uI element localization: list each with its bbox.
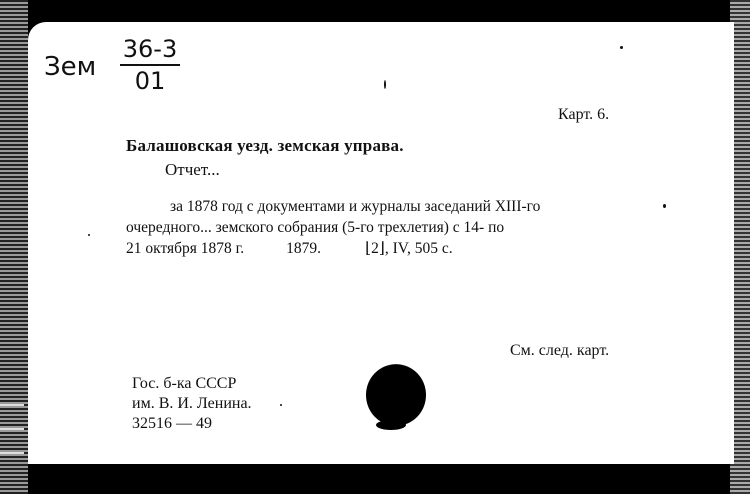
speck [384,80,386,89]
speck [663,204,666,208]
card-number: Карт. 6. [558,106,610,123]
scan-edge-marks [0,404,24,476]
publication-year: 1879. [286,240,322,257]
shelfmark-denominator: 01 [134,67,166,95]
fraction-bar [120,64,180,66]
entry-description [126,196,634,259]
shelfmark-prefix: Зем [44,52,97,82]
speck [280,404,282,406]
stamp-line: им. В. И. Ленина. [132,395,252,412]
description-line: за 1878 год с документами и журналы заседаний XIII-го [170,198,541,215]
shelfmark-numerator: 36-3 [122,35,178,63]
catalog-card [28,22,734,464]
library-stamp [132,374,252,434]
ink-blot [366,364,426,426]
stamp-line: Гос. б-ка СССР [132,375,237,392]
speck [620,46,623,49]
date-range-end: 21 октября 1878 г. [126,240,245,257]
see-next-card-note: См. след. карт. [510,342,610,359]
description-line [126,238,634,259]
entry-title: Балашовская уезд. земская управа. [126,136,404,155]
speck [88,234,90,236]
shelfmark-fraction [120,36,180,94]
description-line: очередного... земского собрания (5-го трехлетия) с 14- по [126,219,505,236]
stamp-inventory-number: 32516 — 49 [132,415,212,432]
ink-blot-smudge [376,420,406,430]
pagination: ⌊2⌋, IV, 505 с. [365,240,453,257]
entry-subtitle: Отчет... [165,160,220,179]
